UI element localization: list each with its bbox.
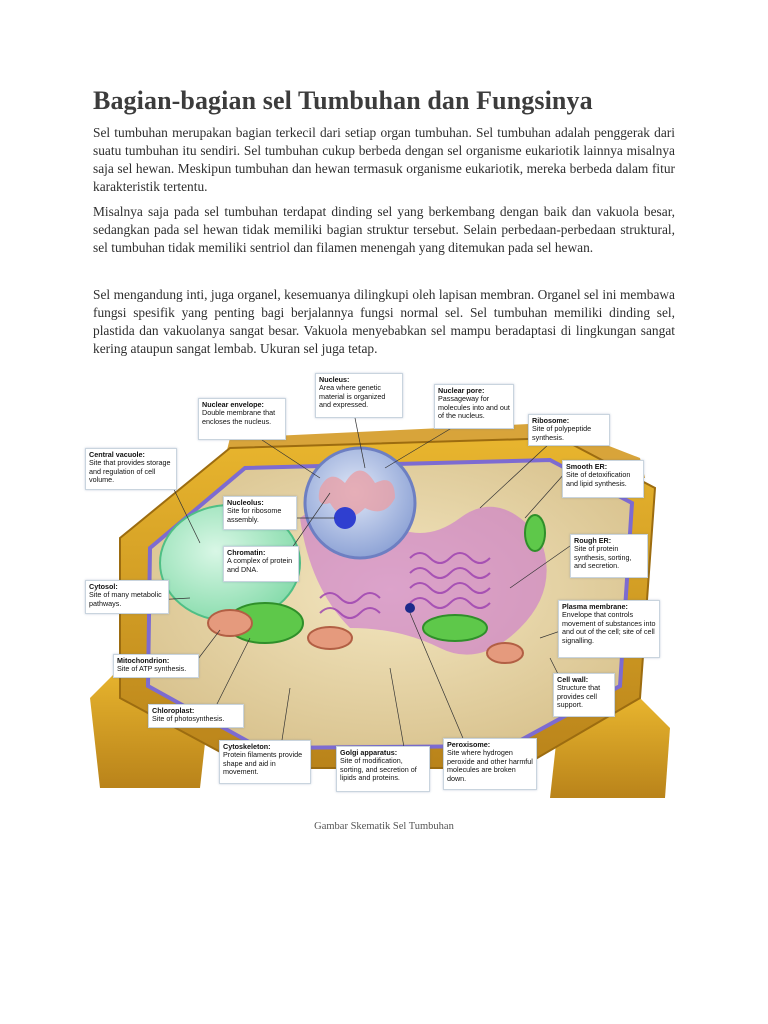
label-cytoskeleton-title: Cytoskeleton:	[223, 742, 271, 751]
label-smooth-er-title: Smooth ER:	[566, 462, 608, 471]
label-golgi-apparatus-title: Golgi apparatus:	[340, 748, 398, 757]
paragraph-3: Sel mengandung inti, juga organel, kesemuanya dilingkupi oleh lapisan membran. Organel sel ini membawa fungsi spesifik yang penting bagi berjalannya fungsi normal sel. Sel tumbuhan memiliki dinding sel, plastida dan vakuolanya sangat besar. Vakuola menyebabkan sel mampu beradaptasi di lingkungan sangat kering ataupun sangat lembab. Ukuran sel juga tetap.	[93, 287, 675, 357]
chloroplast-shape-3	[525, 515, 545, 551]
label-cytosol-title: Cytosol:	[89, 582, 118, 591]
label-golgi-apparatus	[336, 746, 430, 792]
chloroplast-shape-2	[423, 615, 487, 641]
label-cytoskeleton	[219, 740, 311, 784]
label-nuclear-pore-title: Nuclear pore:	[438, 386, 485, 395]
mitochondrion-shape-3	[487, 643, 523, 663]
label-nucleolus-title: Nucleolus:	[227, 498, 264, 507]
label-mitochondrion-desc: Site of ATP synthesis.	[117, 664, 187, 674]
mitochondrion-shape-2	[308, 627, 352, 649]
label-nucleolus-desc: Site for ribosome assembly.	[227, 506, 282, 524]
label-central-vacuole-title: Central vacuole:	[89, 450, 145, 459]
label-mitochondrion-title: Mitochondrion:	[117, 656, 170, 665]
label-nuclear-envelope-title: Nuclear envelope:	[202, 400, 264, 409]
label-smooth-er	[562, 460, 644, 498]
label-plasma-membrane	[558, 600, 660, 658]
plant-cell-figure	[80, 368, 680, 808]
label-nucleus-title: Nucleus:	[319, 375, 350, 384]
label-cell-wall-title: Cell wall:	[557, 675, 589, 684]
label-nuclear-pore-desc: Passageway for molecules into and out of the nucleus.	[438, 394, 510, 421]
label-rough-er	[570, 534, 648, 578]
label-chloroplast-desc: Site of photosynthesis.	[152, 714, 225, 724]
label-golgi-apparatus-desc: Site of modification, sorting, and secretion of lipids and proteins.	[340, 756, 417, 783]
nucleolus-shape	[334, 507, 356, 529]
peroxisome-shape	[405, 603, 415, 613]
label-nucleus	[315, 373, 403, 418]
label-ribosome	[528, 414, 610, 446]
label-cytosol-desc: Site of many metabolic pathways.	[89, 590, 162, 608]
label-nucleolus	[223, 496, 297, 530]
label-ribosome-desc: Site of polypeptide synthesis.	[532, 424, 592, 442]
label-cytosol	[85, 580, 169, 614]
label-rough-er-desc: Site of protein synthesis, sorting, and secretion.	[574, 544, 632, 571]
label-nucleus-desc: Area where genetic material is organized and expressed.	[319, 383, 386, 410]
label-cell-wall-desc: Structure that provides cell support.	[557, 683, 601, 710]
label-plasma-membrane-desc: Envelope that controls movement of substances into and out of the cell; site of cell signalling.	[562, 610, 656, 645]
label-ribosome-title: Ribosome:	[532, 416, 570, 425]
label-cytoskeleton-desc: Protein filaments provide shape and aid in movement.	[223, 750, 303, 777]
figure-caption: Gambar Skematik Sel Tumbuhan	[314, 821, 454, 832]
label-central-vacuole-desc: Site that provides storage and regulation of cell volume.	[89, 458, 171, 485]
label-nuclear-envelope-desc: Double membrane that encloses the nucleus.	[202, 408, 276, 426]
label-plasma-membrane-title: Plasma membrane:	[562, 602, 628, 611]
label-smooth-er-desc: Site of detoxification and lipid synthesis.	[566, 470, 631, 488]
label-peroxisome-desc: Site where hydrogen peroxide and other harmful molecules are broken down.	[447, 748, 533, 783]
label-peroxisome-title: Peroxisome:	[447, 740, 491, 749]
label-chloroplast-title: Chloroplast:	[152, 706, 195, 715]
label-mitochondrion	[113, 654, 199, 678]
mitochondrion-shape-1	[208, 610, 252, 636]
label-central-vacuole	[85, 448, 177, 490]
paragraph-2: Misalnya saja pada sel tumbuhan terdapat dinding sel yang berkembang dengan baik dan vakuola besar, sedangkan pada sel hewan tidak memiliki bagian struktur tersebut. Selain perbedaan-perbedaan struktural, sel tumbuhan tidak memiliki sentriol dan filamen menengah yang ditemukan pada sel hewan.	[93, 204, 675, 256]
label-chloroplast	[148, 704, 244, 728]
label-chromatin-title: Chromatin:	[227, 548, 266, 557]
label-nuclear-envelope	[198, 398, 286, 440]
label-nuclear-pore	[434, 384, 514, 429]
label-chromatin	[223, 546, 299, 582]
label-cell-wall	[553, 673, 615, 717]
paragraph-1: Sel tumbuhan merupakan bagian terkecil dari setiap organ tumbuhan. Sel tumbuhan adalah penggerak dari suatu tumbuhan itu sendiri. Sel tumbuhan cukup berbeda dengan sel organisme eukariotik lainnya misalnya saja sel hewan. Meskipun tumbuhan dan hewan termasuk organisme eukariotik, mereka berbeda dalam fitur karakteristik tertentu.	[93, 125, 675, 195]
page-title: Bagian-bagian sel Tumbuhan dan Fungsinya	[93, 86, 593, 115]
label-peroxisome	[443, 738, 537, 790]
label-rough-er-title: Rough ER:	[574, 536, 612, 545]
label-chromatin-desc: A complex of protein and DNA.	[227, 556, 293, 574]
